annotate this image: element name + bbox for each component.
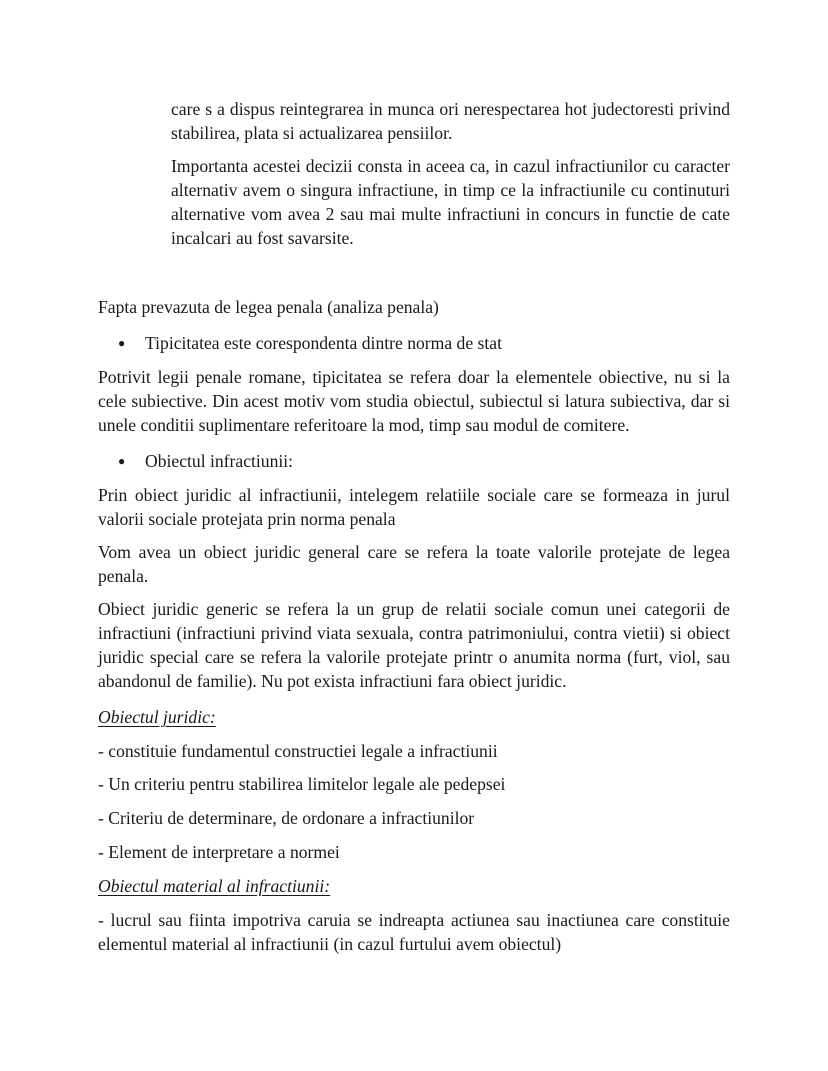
paragraph-obiect-general: Vom avea un obiect juridic general care se refera la toate valorile protejate de legea penala.: [98, 542, 730, 586]
list-item: - constituie fundamentul constructiei legale a infractiunii: [98, 741, 498, 761]
indented-paragraph-1: care s a dispus reintegrarea in munca ori nerespectarea hot judectoresti privind stabilirea, plata si actualizarea pensiilor.: [171, 99, 730, 143]
bullet-item-obiectul: [118, 449, 730, 473]
bullet-icon: ●: [118, 454, 126, 468]
paragraph-tipicitate: Potrivit legii penale romane, tipicitatea se refera doar la elementele obiective, nu si la cele subiective. Din acest motiv vom studia obiectul, subiectul si latura subiectiva, dar si unele conditii suplimentare referitoare la mod, timp sau modul de comitere.: [98, 367, 730, 435]
indented-paragraph-2: Importanta acestei decizii consta in aceea ca, in cazul infractiunilor cu caracter alternativ avem o singura infractiune, in timp ce la infractiunile cu continuturi alternative vom avea 2 sau mai multe infractiuni in concurs in functie de cate incalcari au fost savarsite.: [171, 156, 730, 248]
paragraph-obiect-generic: Obiect juridic generic se refera la un grup de relatii sociale comun unei categorii de infractiuni (infractiuni privind viata sexuala, contra patrimoniului, contra vietii) si obiect juridic special care se refera la valorile protejate printr o anumita norma (furt, viol, sau abandonul de familie). Nu pot exista infractiuni fara obiect juridic.: [98, 599, 730, 691]
list-item: - Un criteriu pentru stabilirea limitelor legale ale pedepsei: [98, 774, 506, 794]
paragraph-obiect-juridic: Prin obiect juridic al infractiunii, intelegem relatiile sociale care se formeaza in jurul valorii sociale protejata prin norma penala: [98, 485, 730, 529]
paragraph-obiect-material: - lucrul sau fiinta impotriva caruia se indreapta actiunea sau inactiunea care constituie elementul material al infractiunii (in cazul furtului avem obiectul): [98, 910, 730, 954]
bullet-icon: ●: [118, 336, 126, 350]
heading-obiectul-juridic: Obiectul juridic:: [98, 707, 216, 727]
section-title: Fapta prevazuta de legea penala (analiza penala): [98, 297, 439, 317]
bullet-item-tipicitatea: [118, 331, 730, 355]
list-item: - Element de interpretare a normei: [98, 842, 340, 862]
bullet-text: Tipicitatea este corespondenta dintre norma de stat: [145, 333, 502, 353]
heading-obiectul-material: Obiectul material al infractiunii:: [98, 876, 331, 896]
bullet-text: Obiectul infractiunii:: [145, 451, 294, 471]
list-item: - Criteriu de determinare, de ordonare a infractiunilor: [98, 808, 475, 828]
